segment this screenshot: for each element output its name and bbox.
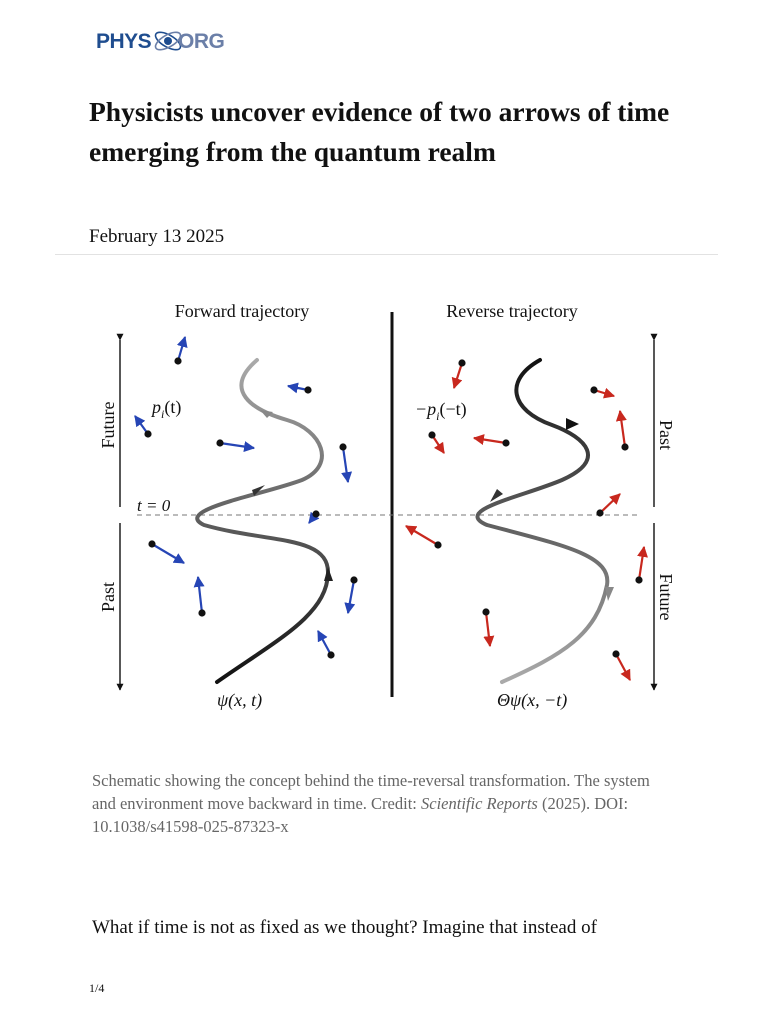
caption-source: Scientific Reports (421, 794, 538, 813)
reverse-wave-arrow (566, 418, 579, 430)
divider (55, 254, 718, 255)
article-title: Physicists uncover evidence of two arrows of time emerging from the quantum realm (89, 96, 670, 167)
forward-wave-arrow (324, 567, 333, 581)
right-past-label: Past (656, 419, 676, 451)
t-zero-label: t = 0 (137, 496, 171, 515)
reverse-wave-path (477, 360, 607, 682)
right-future-label: Future (656, 573, 676, 621)
forward-wave-path (197, 360, 328, 682)
page-number: 1/4 (89, 981, 105, 995)
forward-wavefunction-label: ψ(x, t) (217, 690, 263, 710)
article-date: February 13 2025 (89, 226, 225, 247)
caption-text: Schematic showing the concept behind the time-reversal transformation. The system and environment move backward in time. Credit: (92, 771, 650, 813)
left-future-label: Future (98, 401, 118, 449)
forward-momentum-label: $p_i(t)$ (152, 397, 182, 421)
reverse-trajectory-title: Reverse trajectory (446, 301, 578, 321)
logo-org-text: ORG (178, 30, 225, 53)
caption-doi: (2025). DOI: 10.1038/s41598-025-87323-x (92, 794, 629, 836)
forward-trajectory-title: Forward trajectory (174, 301, 310, 321)
lead-paragraph: What if time is not as fixed as we thought? Imagine that instead of (92, 917, 597, 938)
time-reversal-figure (92, 285, 682, 725)
reverse-momentum-label: $-p_i(-t)$ (415, 399, 467, 423)
left-past-label: Past (98, 581, 118, 613)
logo-phys-text: PHYS (96, 30, 152, 53)
reverse-wavefunction-label: Θψ(x, −t) (497, 690, 568, 710)
figure-caption (92, 769, 662, 838)
phys-org-logo[interactable] (96, 22, 236, 62)
